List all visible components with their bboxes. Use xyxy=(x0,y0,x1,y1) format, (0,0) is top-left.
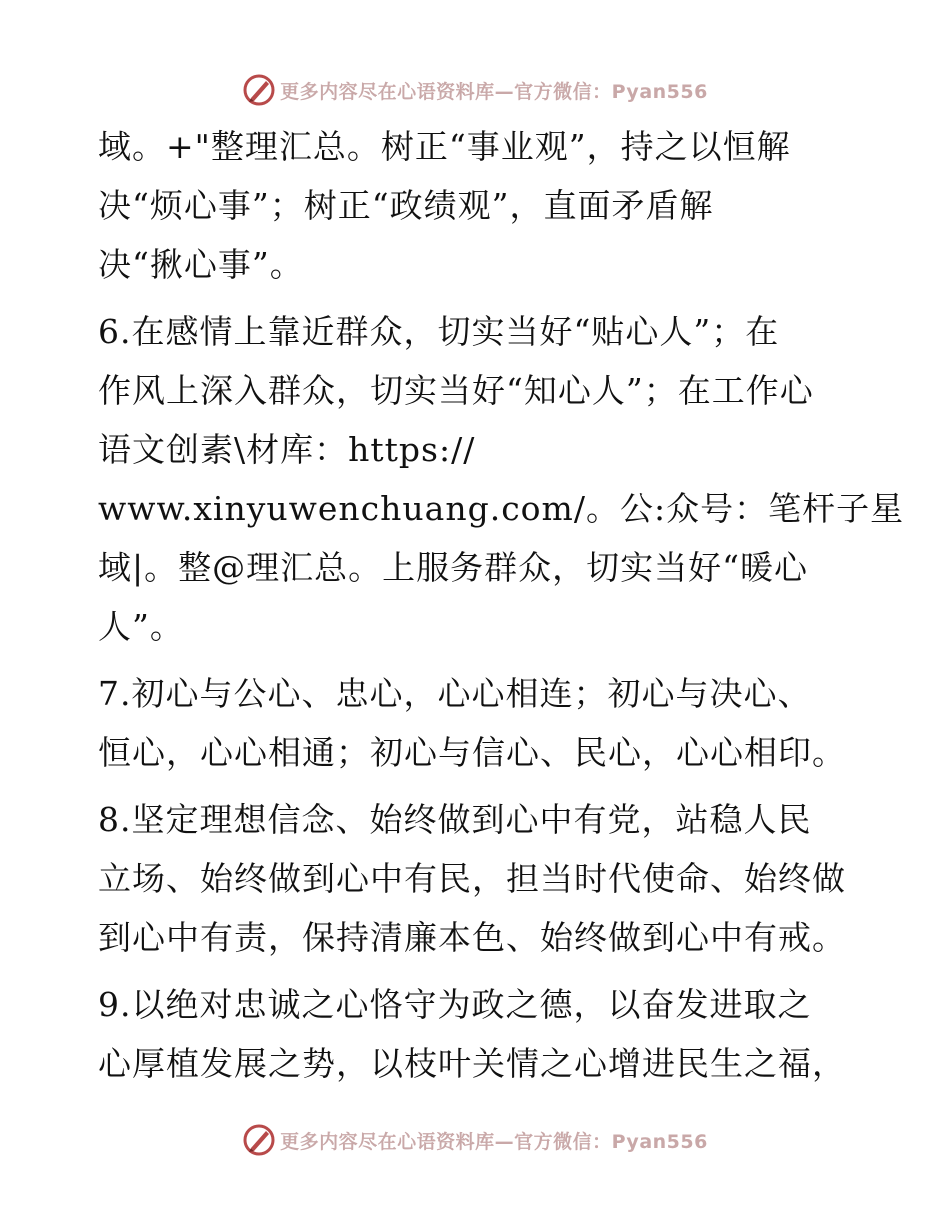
paragraph-item-6 xyxy=(98,302,905,656)
text-line: 7.初心与公心、忠心，心心相连；初心与决心、 xyxy=(98,674,812,713)
text-line: 域。+"整理汇总。树正“事业观”，持之以恒解 xyxy=(98,127,791,166)
text-line: 8.坚定理想信念、始终做到心中有党，站稳人民 xyxy=(98,800,812,839)
pen-logo-icon xyxy=(242,1123,276,1157)
text-line: 作风上深入群众，切实当好“知心人”；在工作心 xyxy=(98,371,814,410)
text-line: 决“烦心事”；树正“政绩观”，直面矛盾解 xyxy=(98,186,714,225)
text-line: 域|。整@理汇总。上服务群众，切实当好“暖心 xyxy=(98,548,808,587)
text-line: www.xinyuwenchuang.com/。公:众号：笔杆子星 xyxy=(98,489,905,528)
header-banner xyxy=(0,70,950,110)
paragraph-item-8 xyxy=(98,790,858,967)
text-line: 决“揪心事”。 xyxy=(98,245,304,284)
text-line: 立场、始终做到心中有民，担当时代使命、始终做 xyxy=(98,859,846,898)
text-line: 语文创素\材库：https:// xyxy=(98,430,476,469)
paragraph-continuation xyxy=(98,117,858,294)
text-line: 心厚植发展之势，以枝叶关情之心增进民生之福， xyxy=(98,1044,846,1083)
footer-banner xyxy=(0,1120,950,1160)
text-line: 9.以绝对忠诚之心恪守为政之德，以奋发进取之 xyxy=(98,985,812,1024)
header-banner-text: 更多内容尽在心语资料库—官方微信：Pyan556 xyxy=(280,80,708,103)
text-line: 6.在感情上靠近群众，切实当好“贴心人”；在 xyxy=(98,312,780,351)
footer-banner-text: 更多内容尽在心语资料库—官方微信：Pyan556 xyxy=(280,1130,708,1153)
document-body xyxy=(98,117,905,1101)
paragraph-item-9 xyxy=(98,975,858,1093)
text-line: 人”。 xyxy=(98,607,184,646)
text-line: 到心中有责，保持清廉本色、始终做到心中有戒。 xyxy=(98,918,846,957)
pen-logo-icon xyxy=(242,73,276,107)
text-line: 恒心，心心相通；初心与信心、民心，心心相印。 xyxy=(98,733,846,772)
paragraph-item-7 xyxy=(98,664,858,782)
